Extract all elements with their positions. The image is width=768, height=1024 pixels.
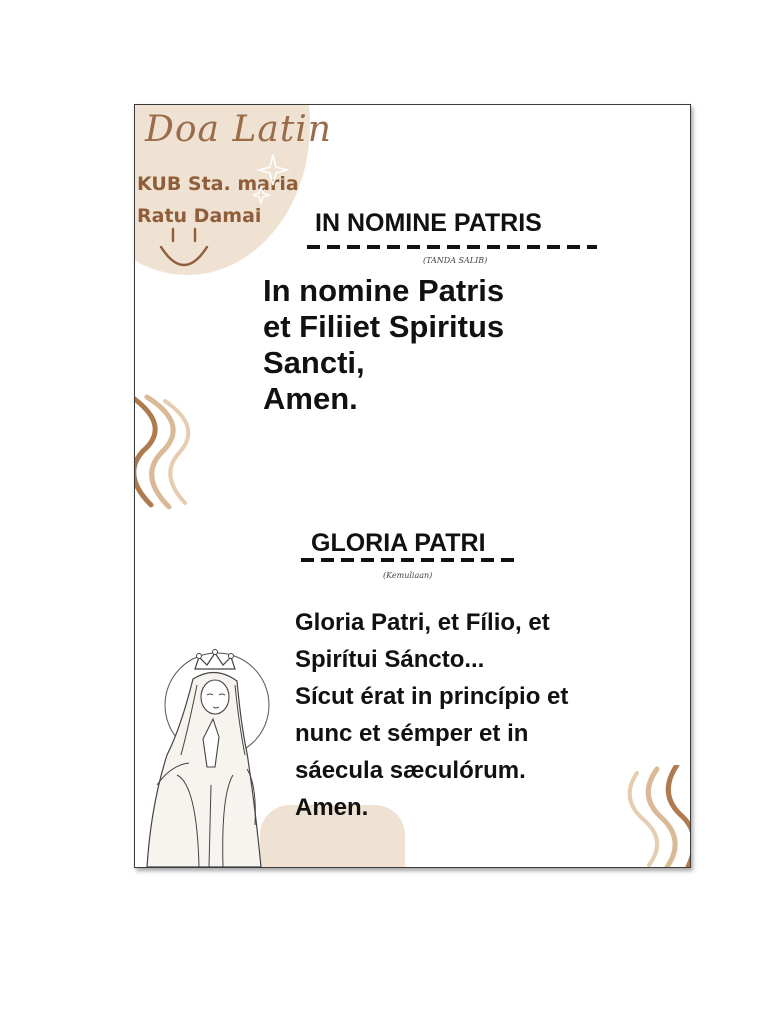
doa-latin-title: Doa Latin	[145, 109, 332, 150]
prayer-line: Amen.	[295, 794, 369, 821]
prayer-page	[134, 104, 691, 868]
section1-subtitle: (TANDA SALIB)	[423, 256, 488, 265]
org-name-line1: KUB Sta. maria	[137, 173, 299, 195]
prayer-line: nunc et sémper et in	[295, 720, 529, 747]
section2-heading: GLORIA PATRI	[311, 529, 486, 557]
wave-decoration-right	[627, 765, 691, 868]
prayer-line: sáecula sæculórum.	[295, 757, 526, 784]
gloria-patri-prayer	[295, 604, 568, 826]
heading-underline-dashes	[301, 558, 515, 562]
prayer-line: Sancti,	[263, 345, 365, 380]
prayer-line: et Filiiet Spiritus	[263, 309, 505, 344]
prayer-line: Sícut érat in princípio et	[295, 683, 569, 710]
prayer-line: Spirítui Sáncto...	[295, 646, 485, 673]
in-nomine-patris-prayer	[263, 273, 504, 417]
section2-subtitle: (Kemuliaan)	[383, 571, 433, 580]
org-name-line2: Ratu Damai	[137, 205, 262, 227]
prayer-line: Amen.	[263, 381, 358, 416]
heading-underline-dashes	[307, 245, 597, 249]
sparkle-icon	[253, 151, 293, 211]
prayer-line: In nomine Patris	[263, 273, 505, 308]
virgin-mary-illustration	[137, 635, 272, 868]
section1-heading: IN NOMINE PATRIS	[315, 209, 542, 237]
prayer-line: Gloria Patri, et Fílio, et	[295, 609, 550, 636]
wave-decoration-left	[134, 391, 199, 511]
smiley-icon	[157, 227, 213, 273]
